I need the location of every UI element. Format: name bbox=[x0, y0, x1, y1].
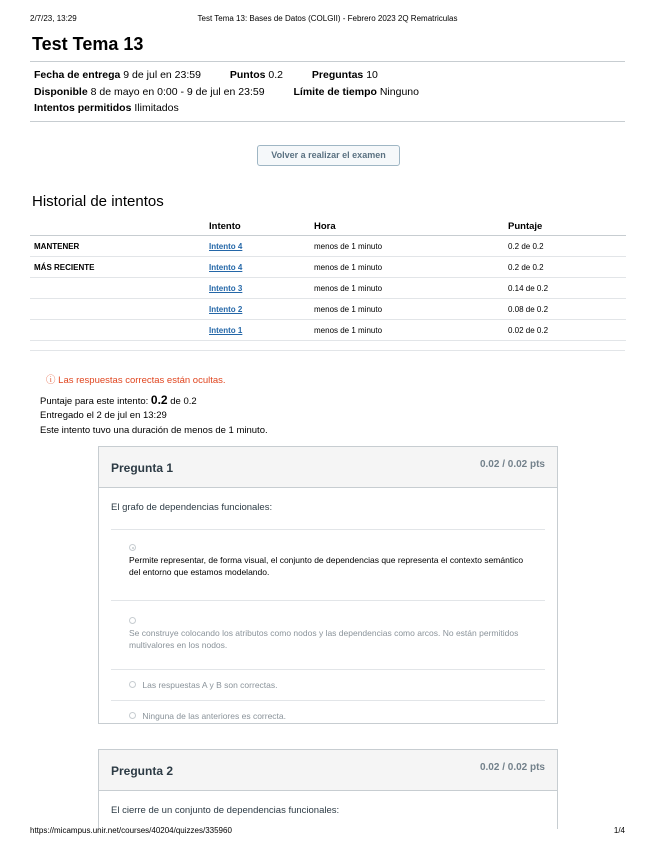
attempt-history-title: Historial de intentos bbox=[32, 193, 164, 210]
answer-option[interactable] bbox=[111, 601, 545, 670]
attempt-score: 0.2 de 0.2 bbox=[508, 236, 626, 257]
table-row bbox=[30, 257, 626, 278]
answer-option[interactable] bbox=[111, 530, 545, 601]
attempt-time: menos de 1 minuto bbox=[314, 278, 508, 299]
questions-value: 10 bbox=[366, 69, 378, 81]
divider bbox=[30, 121, 625, 122]
score-prefix: Puntaje para este intento: bbox=[40, 396, 149, 407]
question-card bbox=[98, 749, 558, 829]
points-label: Puntos bbox=[229, 69, 266, 81]
table-header-row bbox=[30, 217, 626, 236]
answer-text: Las respuestas A y B son correctas. bbox=[142, 680, 278, 690]
submitted-line: Entregado el 2 de jul en 13:29 bbox=[40, 410, 167, 421]
answer-text: Ninguna de las anteriores es correcta. bbox=[142, 711, 287, 721]
duration-line: Este intento tuvo una duración de menos de 1 minuto. bbox=[40, 425, 268, 436]
question-body bbox=[99, 488, 557, 731]
question-header bbox=[99, 447, 557, 488]
attempt-link[interactable]: Intento 3 bbox=[209, 283, 243, 293]
attempt-time: menos de 1 minuto bbox=[314, 320, 508, 341]
attempt-time: menos de 1 minuto bbox=[314, 236, 508, 257]
attempt-score: 0.2 de 0.2 bbox=[508, 257, 626, 278]
due-date-label: Fecha de entrega bbox=[34, 69, 121, 81]
attempt-link[interactable]: Intento 1 bbox=[209, 325, 243, 335]
due-date-value: 9 de jul en 23:59 bbox=[123, 69, 201, 81]
attempt-score-line bbox=[40, 393, 197, 407]
answer-option[interactable] bbox=[111, 701, 545, 731]
header-attempt: Intento bbox=[209, 217, 314, 236]
questions-label: Preguntas bbox=[311, 69, 364, 81]
table-row bbox=[30, 236, 626, 257]
question-title: Pregunta 2 bbox=[111, 764, 174, 778]
header-time: Hora bbox=[314, 217, 508, 236]
question-header bbox=[99, 750, 557, 791]
question-card bbox=[98, 446, 558, 724]
question-text: El cierre de un conjunto de dependencias funcionales: bbox=[111, 805, 340, 816]
page-number: 1/4 bbox=[613, 826, 625, 835]
attempt-time: menos de 1 minuto bbox=[314, 257, 508, 278]
attempt-tag bbox=[30, 278, 209, 299]
retake-quiz-button[interactable]: Volver a realizar el examen bbox=[257, 145, 400, 166]
radio-icon[interactable] bbox=[129, 712, 136, 719]
print-timestamp: 2/7/23, 13:29 bbox=[30, 14, 77, 23]
answer-text: Se construye colocando los atributos como nodos y las dependencias como arcos. No están permitidos multivalores en los nodos. bbox=[129, 628, 519, 650]
answer-text: Permite representar, de forma visual, el conjunto de dependencias que representa el contexto semántico del entorno que estamos modelando. bbox=[129, 555, 524, 577]
attempt-tag bbox=[30, 320, 209, 341]
attempt-link[interactable]: Intento 2 bbox=[209, 304, 243, 314]
attempt-tag: MÁS RECIENTE bbox=[30, 257, 209, 278]
radio-selected-icon[interactable] bbox=[129, 544, 136, 551]
attempts-allowed-value: Ilimitados bbox=[134, 102, 179, 114]
attempt-tag bbox=[30, 299, 209, 320]
table-row bbox=[30, 320, 626, 341]
print-document-title: Test Tema 13: Bases de Datos (COLGII) - Febrero 2023 2Q Rematriculas bbox=[197, 14, 458, 23]
attempt-time: menos de 1 minuto bbox=[314, 299, 508, 320]
available-value: 8 de mayo en 0:00 - 9 de jul en 23:59 bbox=[90, 86, 265, 98]
header-tag bbox=[30, 217, 209, 236]
attempt-score: 0.08 de 0.2 bbox=[508, 299, 626, 320]
attempt-history-table bbox=[30, 217, 626, 341]
header-score: Puntaje bbox=[508, 217, 626, 236]
quiz-meta-row-1 bbox=[34, 69, 378, 81]
question-points: 0.02 / 0.02 pts bbox=[479, 762, 545, 773]
page-url: https://micampus.unir.net/courses/40204/quizzes/335960 bbox=[30, 826, 232, 835]
notice-text: Las respuestas correctas están ocultas. bbox=[58, 375, 226, 386]
page-title: Test Tema 13 bbox=[32, 34, 144, 54]
attempts-allowed-label: Intentos permitidos bbox=[34, 102, 132, 114]
score-suffix: de 0.2 bbox=[170, 396, 197, 407]
table-row bbox=[30, 278, 626, 299]
time-limit-value: Ninguno bbox=[379, 86, 419, 98]
attempt-link[interactable]: Intento 4 bbox=[209, 262, 243, 272]
radio-icon[interactable] bbox=[129, 681, 136, 688]
attempt-score: 0.14 de 0.2 bbox=[508, 278, 626, 299]
answer-option[interactable] bbox=[111, 670, 545, 701]
question-points: 0.02 / 0.02 pts bbox=[479, 459, 545, 470]
attempt-score: 0.02 de 0.2 bbox=[508, 320, 626, 341]
available-label: Disponible bbox=[34, 86, 88, 98]
time-limit-label: Límite de tiempo bbox=[293, 86, 377, 98]
attempt-link[interactable]: Intento 4 bbox=[209, 241, 243, 251]
quiz-meta-row-3 bbox=[34, 102, 179, 114]
radio-icon[interactable] bbox=[129, 617, 136, 624]
warning-icon: ⓘ bbox=[46, 375, 56, 386]
quiz-meta-row-2 bbox=[34, 86, 419, 98]
divider bbox=[30, 61, 625, 62]
table-row bbox=[30, 299, 626, 320]
question-text: El grafo de dependencias funcionales: bbox=[111, 488, 545, 530]
points-value: 0.2 bbox=[268, 69, 283, 81]
divider bbox=[30, 350, 625, 351]
attempt-tag: MANTENER bbox=[30, 236, 209, 257]
score-value: 0.2 bbox=[150, 393, 168, 407]
answers-hidden-notice bbox=[46, 372, 226, 386]
question-title: Pregunta 1 bbox=[111, 461, 174, 475]
